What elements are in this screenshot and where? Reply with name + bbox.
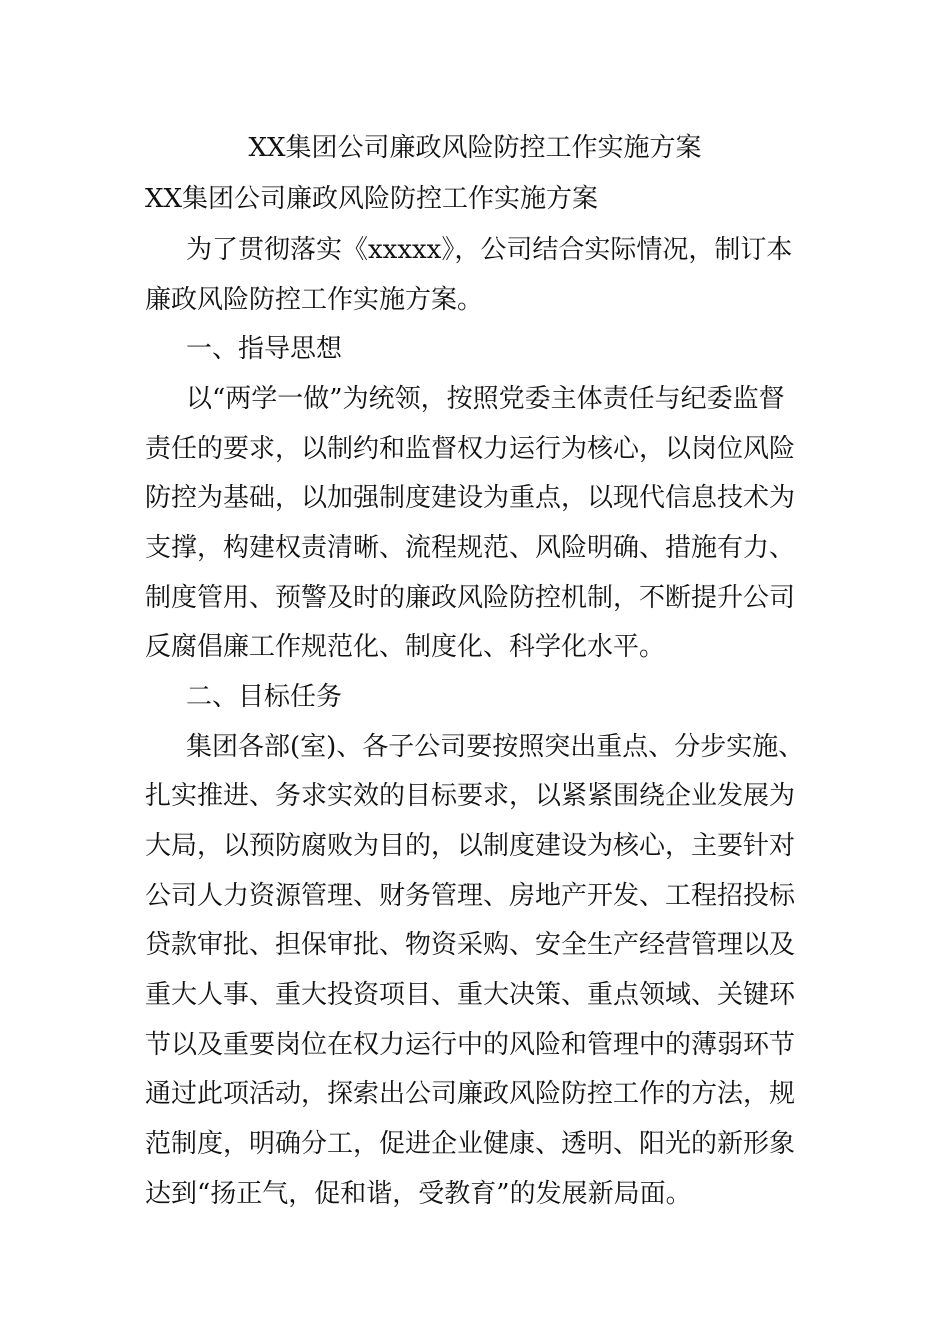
- body-line: 支撑，构建权责清晰、流程规范、风险明确、措施有力、: [145, 533, 796, 563]
- section-heading: 二、目标任务: [186, 682, 343, 712]
- body-line: 重大人事、重大投资项目、重大决策、重点领域、关键环: [145, 980, 796, 1010]
- body-line: 范制度，明确分工，促进企业健康、透明、阳光的新形象: [145, 1129, 796, 1159]
- body-line: 节以及重要岗位在权力运行中的风险和管理中的薄弱环节: [145, 1030, 796, 1060]
- body-line: 集团各部(室)、各子公司要按照突出重点、分步实施、: [186, 732, 805, 762]
- body-line: 廉政风险防控工作实施方案。: [145, 285, 484, 315]
- section-heading: 一、指导思想: [186, 334, 343, 364]
- body-line: 贷款审批、担保审批、物资采购、安全生产经营管理以及: [145, 930, 796, 960]
- body-line: 以“两学一做”为统领，按照党委主体责任与纪委监督: [186, 384, 785, 414]
- body-line: 达到“扬正气，促和谐，受教育”的发展新局面。: [145, 1179, 692, 1209]
- document-subtitle: XX集团公司廉政风险防控工作实施方案: [145, 184, 599, 214]
- body-line: 防控为基础，以加强制度建设为重点，以现代信息技术为: [145, 483, 796, 513]
- body-line: 公司人力资源管理、财务管理、房地产开发、工程招投标: [145, 881, 796, 911]
- body-line: 扎实推进、务求实效的目标要求，以紧紧围绕企业发展为: [145, 781, 796, 811]
- body-line: 制度管用、预警及时的廉政风险防控机制，不断提升公司: [145, 583, 796, 613]
- body-line: 通过此项活动，探索出公司廉政风险防控工作的方法，规: [145, 1079, 796, 1109]
- body-line: 为了贯彻落实《xxxxx》，公司结合实际情况，制订本: [186, 235, 793, 265]
- body-line: 责任的要求，以制约和监督权力运行为核心，以岗位风险: [145, 434, 796, 464]
- document-title: XX集团公司廉政风险防控工作实施方案: [248, 133, 702, 163]
- body-line: 反腐倡廉工作规范化、制度化、科学化水平。: [145, 632, 666, 662]
- body-line: 大局，以预防腐败为目的，以制度建设为核心，主要针对: [145, 831, 796, 861]
